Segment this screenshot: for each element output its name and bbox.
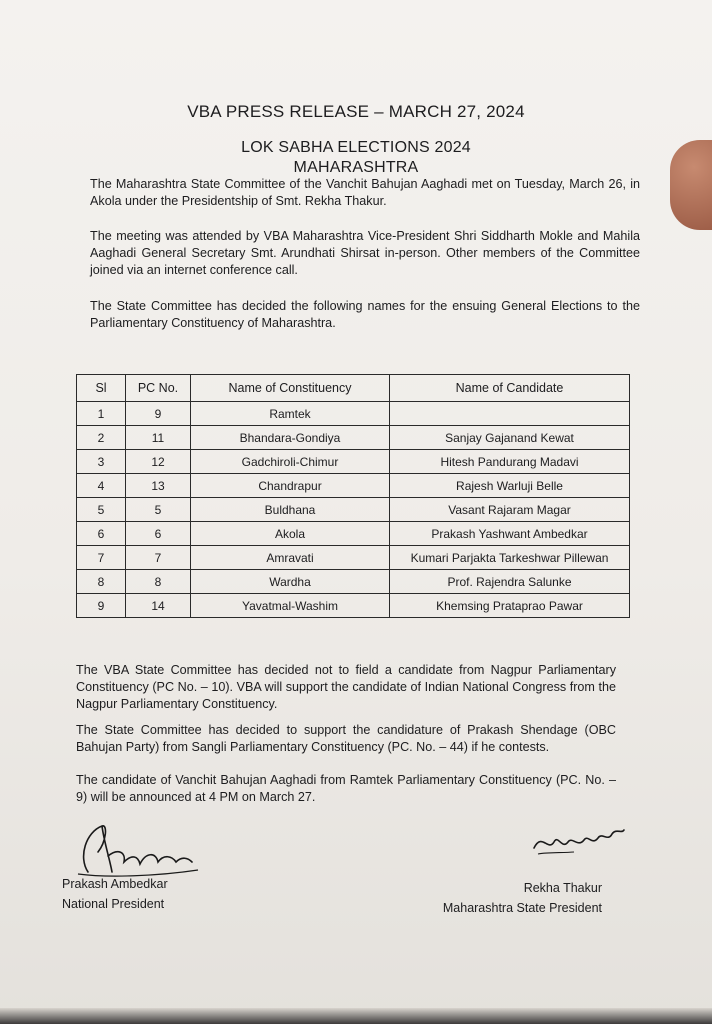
table-row xyxy=(77,498,630,522)
cell-candidate: Rajesh Warluji Belle xyxy=(390,474,630,498)
cell-candidate: Prakash Yashwant Ambedkar xyxy=(390,522,630,546)
cell-candidate xyxy=(390,402,630,426)
cell-pc-no: 7 xyxy=(126,546,191,570)
cell-sl: 7 xyxy=(77,546,126,570)
candidates-table xyxy=(76,374,630,618)
signatory-right-title: Maharashtra State President xyxy=(442,901,602,915)
cell-pc-no: 9 xyxy=(126,402,191,426)
cell-constituency: Gadchiroli-Chimur xyxy=(191,450,390,474)
cell-constituency: Buldhana xyxy=(191,498,390,522)
header-pc-no: PC No. xyxy=(126,375,191,402)
paragraph-meeting: The Maharashtra State Committee of the Vanchit Bahujan Aaghadi met on Tuesday, March 26, in Akola under the Presidentship of Smt. Rekha Thakur. xyxy=(90,177,640,208)
cell-sl: 5 xyxy=(77,498,126,522)
paragraph-sangli: The State Committee has decided to support the candidature of Prakash Shendage (OBC Bahujan Party) from Sangli Parliamentary Constituency (PC. No. – 44) if he contests. xyxy=(76,723,616,754)
cell-candidate: Khemsing Prataprao Pawar xyxy=(390,594,630,618)
paragraph-ramtek: The candidate of Vanchit Bahujan Aaghadi from Ramtek Parliamentary Constituency (PC. No. – 9) will be announced at 4 PM on March 27. xyxy=(76,773,616,804)
cell-sl: 3 xyxy=(77,450,126,474)
cell-candidate: Kumari Parjakta Tarkeshwar Pillewan xyxy=(390,546,630,570)
cell-pc-no: 11 xyxy=(126,426,191,450)
table-row xyxy=(77,594,630,618)
cell-constituency: Chandrapur xyxy=(191,474,390,498)
signatory-left-name: Prakash Ambedkar xyxy=(62,877,168,891)
cell-pc-no: 13 xyxy=(126,474,191,498)
header-constituency: Name of Constituency xyxy=(191,375,390,402)
signatory-left-title: National President xyxy=(62,897,165,911)
paragraph-nagpur: The VBA State Committee has decided not to field a candidate from Nagpur Parliamentary Constituency (PC No. – 10). VBA will support the candidate of Indian National Congress from the Nagpur Parliamentary Constituency. xyxy=(76,663,616,711)
signatory-right xyxy=(436,878,602,918)
cell-pc-no: 12 xyxy=(126,450,191,474)
cell-sl: 1 xyxy=(77,402,126,426)
signature-left xyxy=(68,812,208,882)
signature-right xyxy=(528,812,628,862)
signatory-right-name: Rekha Thakur xyxy=(523,881,602,895)
table-row xyxy=(77,522,630,546)
cell-sl: 6 xyxy=(77,522,126,546)
paragraph-decision: The State Committee has decided the following names for the ensuing General Elections to the Parliamentary Constituency of Maharashtra. xyxy=(90,299,640,330)
cell-sl: 8 xyxy=(77,570,126,594)
cell-constituency: Ramtek xyxy=(191,402,390,426)
table-row xyxy=(77,426,630,450)
cell-candidate: Sanjay Gajanand Kewat xyxy=(390,426,630,450)
cell-constituency: Akola xyxy=(191,522,390,546)
cell-candidate: Hitesh Pandurang Madavi xyxy=(390,450,630,474)
signatory-left xyxy=(62,874,168,914)
table-row xyxy=(77,402,630,426)
cell-pc-no: 14 xyxy=(126,594,191,618)
cell-constituency: Amravati xyxy=(191,546,390,570)
cell-sl: 4 xyxy=(77,474,126,498)
cell-constituency: Bhandara-Gondiya xyxy=(191,426,390,450)
header-sl: Sl xyxy=(77,375,126,402)
header-candidate: Name of Candidate xyxy=(390,375,630,402)
paragraph-attendance: The meeting was attended by VBA Maharashtra Vice-President Shri Siddharth Mokle and Mahila Aaghadi General Secretary Smt. Arundhati Shirsat in-person. Other members of the Committee joined via an internet conference call. xyxy=(90,229,640,277)
release-title: VBA PRESS RELEASE – MARCH 27, 2024 xyxy=(187,102,525,121)
cell-constituency: Wardha xyxy=(191,570,390,594)
state-heading: MAHARASHTRA xyxy=(293,159,419,176)
cell-candidate: Prof. Rajendra Salunke xyxy=(390,570,630,594)
election-heading: LOK SABHA ELECTIONS 2024 xyxy=(241,139,471,156)
table-row xyxy=(77,474,630,498)
table-row xyxy=(77,450,630,474)
table-header-row xyxy=(77,375,630,402)
page-bottom-edge xyxy=(0,1008,712,1024)
cell-constituency: Yavatmal-Washim xyxy=(191,594,390,618)
table-row xyxy=(77,570,630,594)
cell-pc-no: 6 xyxy=(126,522,191,546)
cell-sl: 2 xyxy=(77,426,126,450)
cell-candidate: Vasant Rajaram Magar xyxy=(390,498,630,522)
cell-pc-no: 8 xyxy=(126,570,191,594)
cell-sl: 9 xyxy=(77,594,126,618)
cell-pc-no: 5 xyxy=(126,498,191,522)
table-row xyxy=(77,546,630,570)
